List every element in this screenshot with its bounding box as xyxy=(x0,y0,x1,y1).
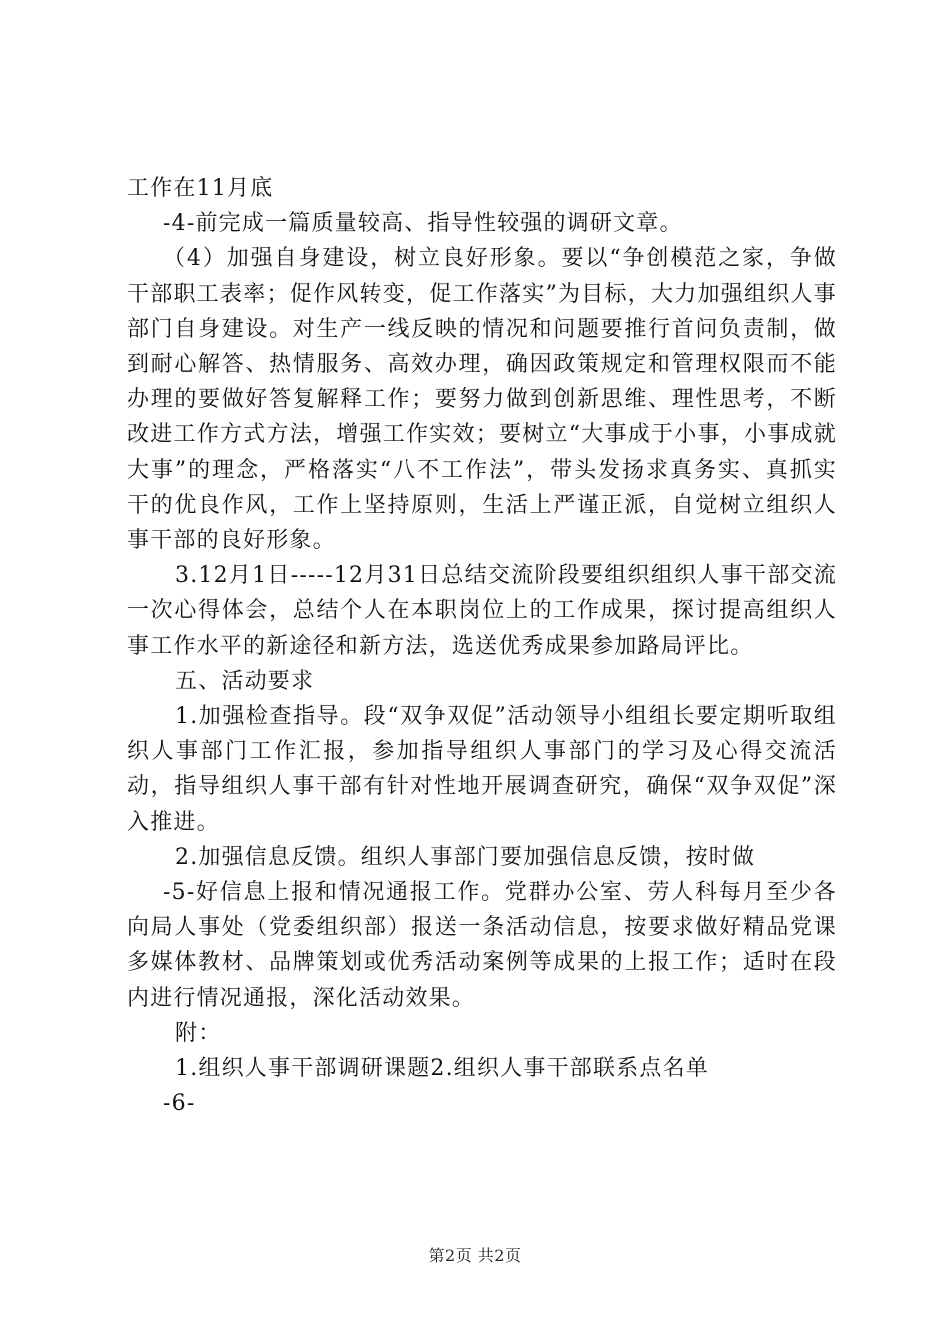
paragraph-inspection-guidance: 1.加强检查指导。段“双争双促”活动领导小组组长要定期听取组织人事部门工作汇报，参加指导组织人事部门的学习及心得交流活动，指导组织人事干部有针对性地开展调查研究，确保“双争双促”深入推进。 xyxy=(127,704,837,835)
paragraph-appendix-label: 附： xyxy=(175,1020,222,1046)
paragraph-self-building: （4）加强自身建设，树立良好形象。要以“争创模范之家，争做干部职工表率；促作风转变，促工作落实”为目标，大力加强组织人事部门自身建设。对生产一线反映的情况和问题要推行首问负责制，做到耐心解答、热情服务、高效办理，确因政策规定和管理权限而不能办理的要做好答复解释工作；要努力做到创新思维、理性思考，不断改进工作方式方法，增强工作实效；要树立“大事成于小事，小事成就大事”的理念，严格落实“八不工作法”，带头发扬求真务实、真抓实干的优良作风，工作上坚持原则，生活上严谨正派，自觉树立组织人事干部的良好形象。 xyxy=(127,246,837,554)
paragraph-page5-continuation: -5-好信息上报和情况通报工作。党群办公室、劳人科每月至少各向局人事处（党委组织部）报送一条活动信息，按要求做好精品党课多媒体教材、品牌策划或优秀活动案例等成果的上报工作；适时在段内进行情况通报，深化活动效果。 xyxy=(127,880,837,1011)
paragraph-work-deadline: 工作在11月底 xyxy=(127,176,274,201)
paragraph-appendix-items: 1.组织人事干部调研课题2.组织人事干部联系点名单 xyxy=(175,1056,709,1082)
paragraph-page4-continuation: -4-前完成一篇质量较高、指导性较强的调研文章。 xyxy=(163,211,683,237)
page-marker-6: -6- xyxy=(163,1091,196,1117)
paragraph-summary-stage: 3.12月1日-----12月31日总结交流阶段要组织组织人事干部交流一次心得体会，总结个人在本职岗位上的工作成果，探讨提高组织人事工作水平的新途径和新方法，选送优秀成果参加路局评比。 xyxy=(127,563,837,659)
document-body xyxy=(127,171,837,1121)
paragraph-info-feedback: 2.加强信息反馈。组织人事部门要加强信息反馈，按时做 xyxy=(175,844,756,870)
section-heading-requirements: 五、活动要求 xyxy=(175,668,315,694)
page-footer: 第2页 共2页 xyxy=(428,1246,522,1265)
